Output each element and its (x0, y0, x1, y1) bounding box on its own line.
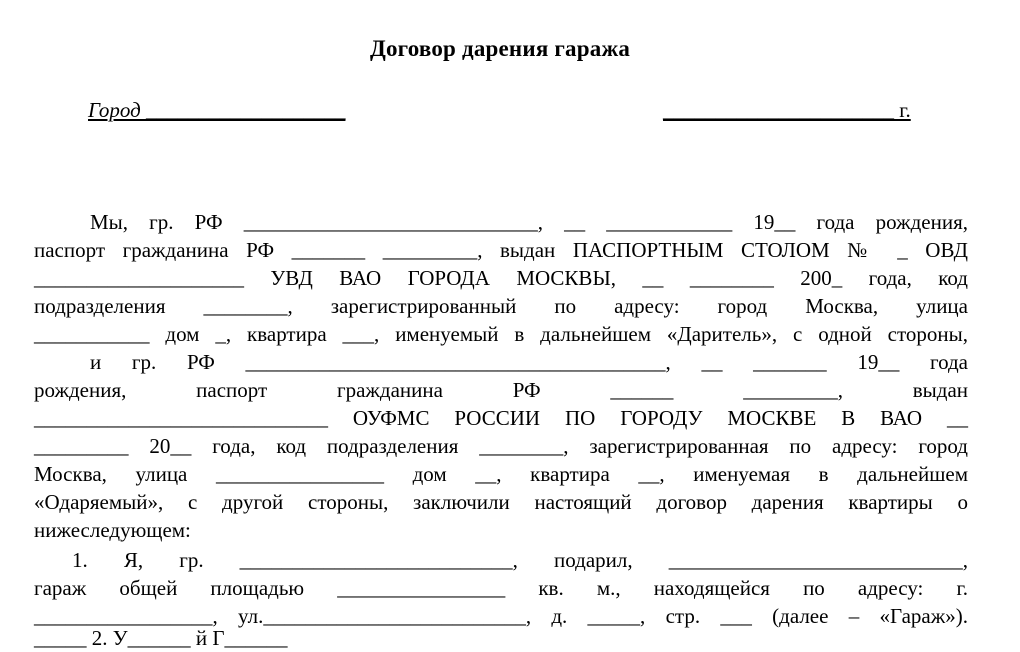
body-line-4: подразделения ________, зарегистрированный по адресу: город Москва, улица (34, 294, 968, 318)
date-field: ______________________ г. (663, 98, 911, 122)
clause-1-line-1: 1. Я, гр. __________________________, подарил, ____________________________, (72, 548, 968, 572)
document-title: Договор дарения гаража (369, 36, 631, 61)
clause-1-line-2: гараж общей площадью ________________ кв. м., находящейся по адресу: г. (34, 576, 968, 600)
body-line-12: нижеследующем: (34, 518, 191, 542)
city-field: Город ___________________ (88, 98, 346, 122)
body-line-6: и гр. РФ ________________________________________, __ _______ 19__ года (90, 350, 968, 374)
body-line-7: рождения, паспорт гражданина РФ ______ _________, выдан (34, 378, 968, 402)
body-line-9: _________ 20__ года, код подразделения ________, зарегистрированная по адресу: город (34, 434, 968, 458)
body-line-5: ___________ дом _, квартира ___, именуемый в дальнейшем «Даритель», с одной стороны, (34, 322, 968, 346)
clause-1-line-3: _________________, ул._________________________, д. _____, стр. ___ (далее – «Гараж»). (34, 604, 968, 628)
body-line-8: ____________________________ ОУФМС РОССИИ ПО ГОРОДУ МОСКВЕ В ВАО __ (34, 406, 968, 430)
body-line-3: ____________________ УВД ВАО ГОРОДА МОСКВЫ, __ ________ 200_ года, код (34, 266, 968, 290)
cut-off-line: _____ 2. У______ й Г______ (34, 626, 288, 650)
body-line-2: паспорт гражданина РФ _______ _________, выдан ПАСПОРТНЫМ СТОЛОМ № _ ОВД (34, 238, 968, 262)
body-line-11: «Одаряемый», с другой стороны, заключили настоящий договор дарения квартиры о (34, 490, 968, 514)
body-line-10: Москва, улица ________________ дом __, квартира __, именуемая в дальнейшем (34, 462, 968, 486)
body-line-1: Мы, гр. РФ ____________________________, __ ____________ 19__ года рождения, (90, 210, 968, 234)
